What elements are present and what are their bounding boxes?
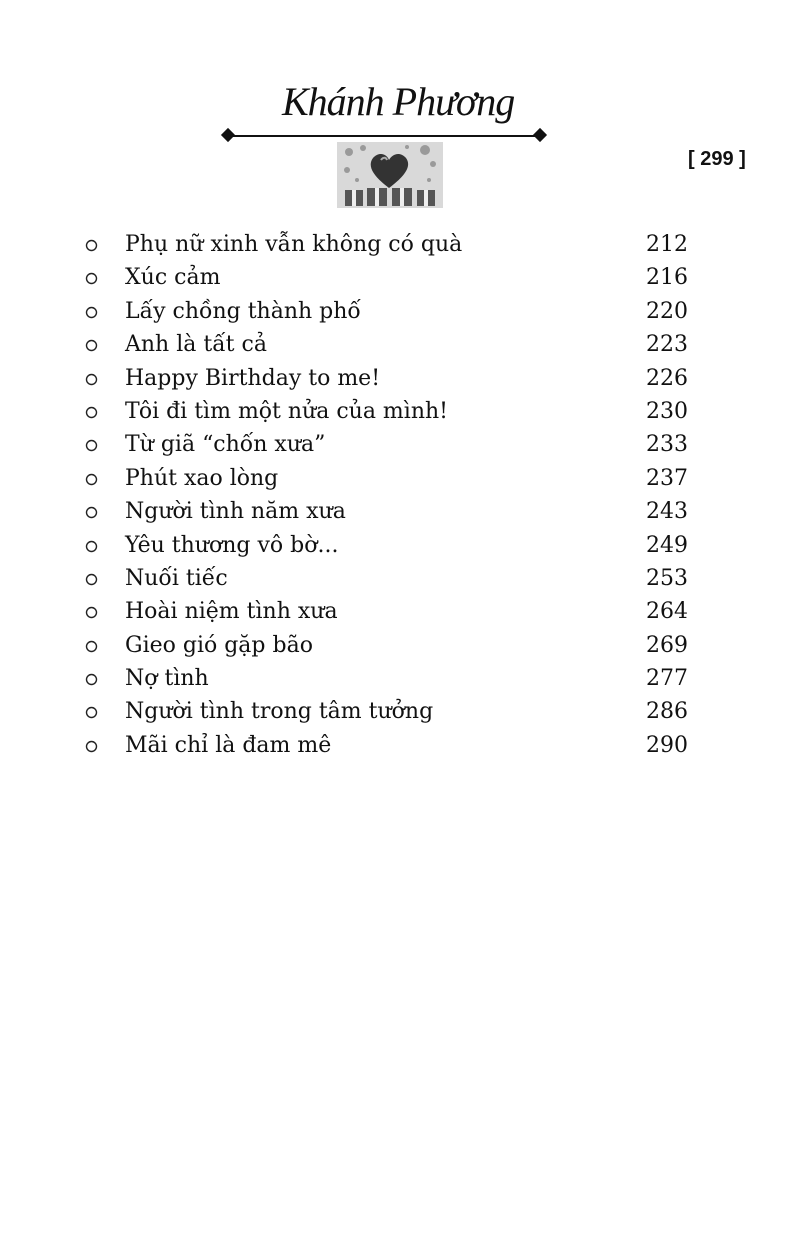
toc-entry-title: Gieo gió gặp bão	[125, 632, 313, 658]
toc-entry-page: 253	[646, 565, 688, 591]
circle-bullet-icon	[85, 740, 98, 753]
toc-entry-title: Từ giã “chốn xưa”	[125, 432, 326, 458]
toc-entry-title: Lấy chồng thành phố	[125, 298, 361, 324]
toc-entry	[82, 295, 702, 328]
toc-entry-page: 264	[646, 599, 688, 625]
toc-entry-page: 237	[646, 465, 688, 491]
toc-entry-title: Yêu thương vô bờ...	[125, 532, 339, 558]
toc-entry-page: 233	[646, 432, 688, 458]
toc-entry-page: 277	[646, 666, 688, 692]
toc-entry-title: Nuối tiếc	[125, 565, 228, 591]
toc-entry	[82, 462, 702, 495]
toc-entry-title: Nợ tình	[125, 666, 209, 692]
toc-entry	[82, 662, 702, 695]
circle-bullet-icon	[85, 673, 98, 686]
toc-entry-title: Người tình năm xưa	[125, 499, 346, 525]
toc-entry	[82, 228, 702, 261]
toc-entry-title: Hoài niệm tình xưa	[125, 599, 338, 625]
toc-entry-page: 249	[646, 532, 688, 558]
circle-bullet-icon	[85, 540, 98, 553]
toc-entry-page: 223	[646, 332, 688, 358]
toc-entry-page: 243	[646, 499, 688, 525]
toc-entry	[82, 529, 702, 562]
circle-bullet-icon	[85, 272, 98, 285]
toc-entry-title: Người tình trong tâm tưởng	[125, 699, 434, 725]
toc-entry-page: 226	[646, 365, 688, 391]
toc-entry	[82, 362, 702, 395]
circle-bullet-icon	[85, 239, 98, 252]
toc-entry-title: Mãi chỉ là đam mê	[125, 732, 332, 758]
toc-entry	[82, 595, 702, 628]
toc-entry	[82, 695, 702, 728]
toc-entry	[82, 261, 702, 294]
toc-entry	[82, 428, 702, 461]
toc-entry-title: Xúc cảm	[125, 265, 221, 291]
rule-left-diamond	[221, 128, 235, 142]
page-header	[220, 70, 550, 220]
toc-entry	[82, 495, 702, 528]
circle-bullet-icon	[85, 506, 98, 519]
toc-entry-page: 230	[646, 398, 688, 424]
toc-entry	[82, 328, 702, 361]
toc-entry-title: Tôi đi tìm một nửa của mình!	[125, 398, 449, 424]
circle-bullet-icon	[85, 640, 98, 653]
toc-entry-title: Anh là tất cả	[125, 332, 267, 358]
toc-entry-title: Phút xao lòng	[125, 465, 279, 491]
toc-entry-page: 216	[646, 265, 688, 291]
rule-right-diamond	[533, 128, 547, 142]
circle-bullet-icon	[85, 439, 98, 452]
circle-bullet-icon	[85, 606, 98, 619]
author-name: Khánh Phương	[282, 79, 515, 124]
circle-bullet-icon	[85, 339, 98, 352]
circle-bullet-icon	[85, 473, 98, 486]
toc-entry	[82, 562, 702, 595]
circle-bullet-icon	[85, 706, 98, 719]
toc-entry	[82, 729, 702, 762]
toc-entry-page: 220	[646, 298, 688, 324]
toc-entry	[82, 395, 702, 428]
toc-entry-page: 212	[646, 232, 688, 257]
circle-bullet-icon	[85, 573, 98, 586]
table-of-contents	[82, 228, 702, 762]
toc-entry-title: Phụ nữ xinh vẫn không có quà	[125, 232, 463, 257]
circle-bullet-icon	[85, 373, 98, 386]
toc-entry-page: 286	[646, 699, 688, 725]
header-rule	[228, 135, 544, 137]
toc-entry-page: 269	[646, 632, 688, 658]
circle-bullet-icon	[85, 306, 98, 319]
toc-entry-title: Happy Birthday to me!	[125, 365, 381, 391]
circle-bullet-icon	[85, 406, 98, 419]
heart-ornament-icon	[337, 142, 443, 208]
page-number: [ 299 ]	[688, 148, 746, 170]
toc-entry	[82, 629, 702, 662]
toc-entry-page: 290	[646, 732, 688, 758]
